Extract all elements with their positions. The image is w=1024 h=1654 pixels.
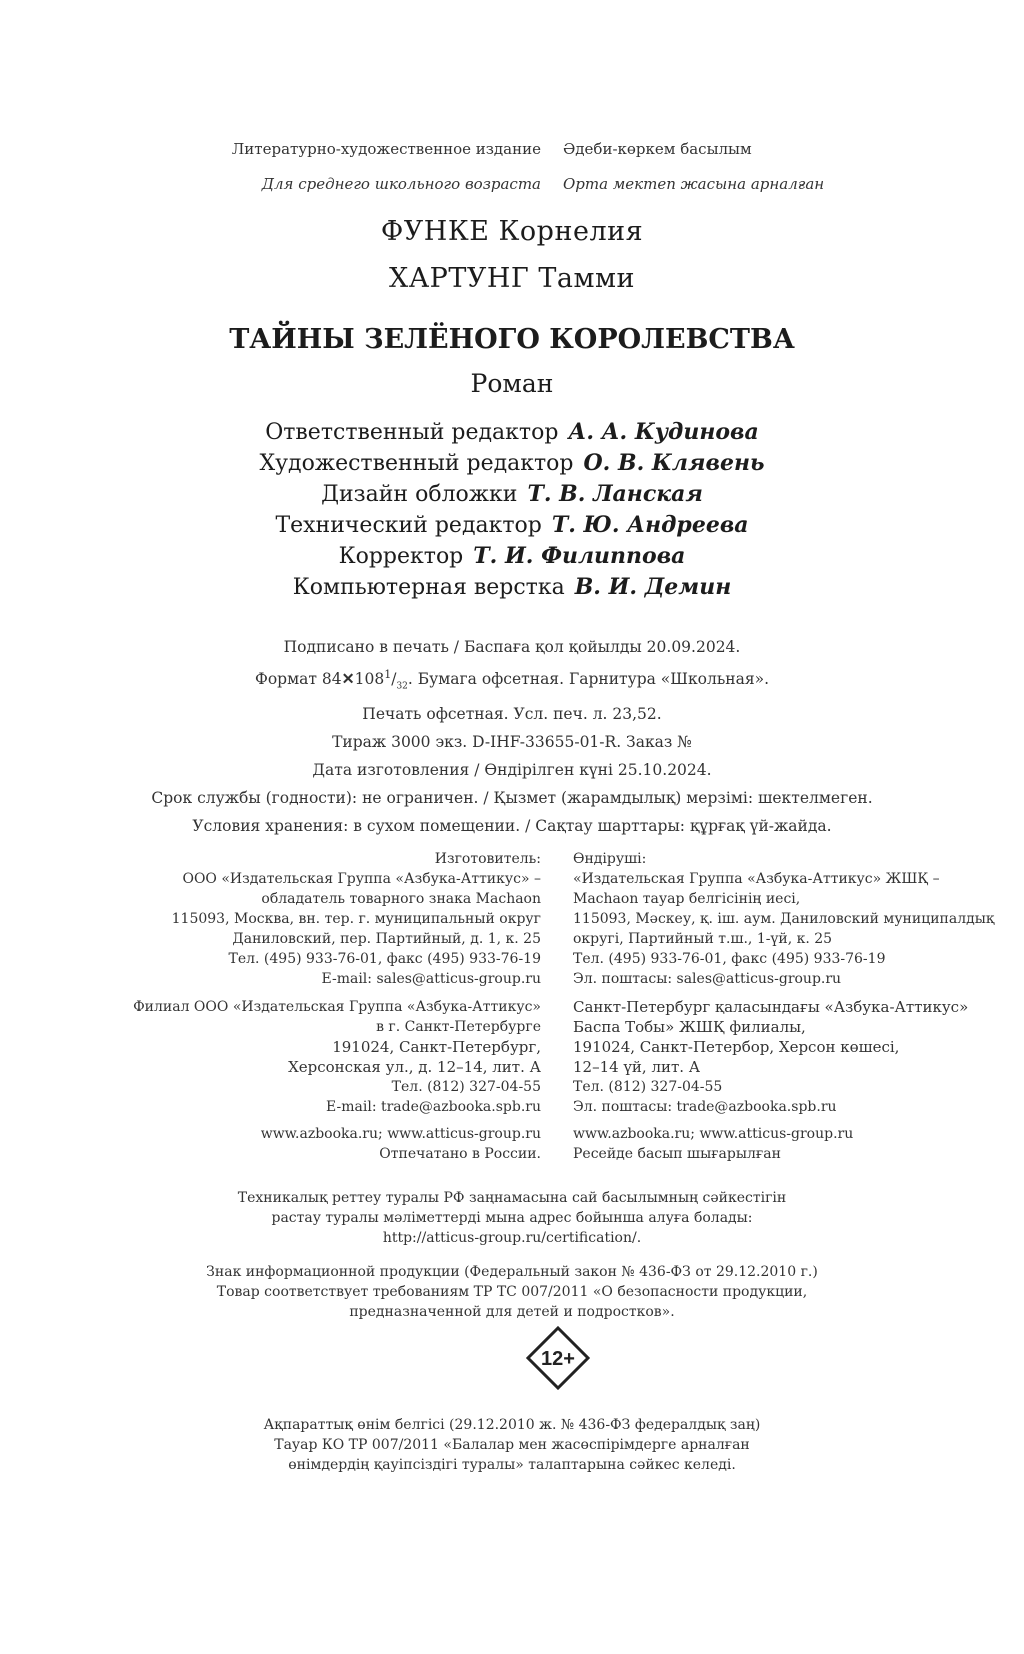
credit-name: Т. В. Ланская [527, 481, 703, 507]
credit-role: Корректор [338, 544, 464, 569]
age-rating-badge [526, 1326, 590, 1390]
author-1: ФУНКЕ Корнелия [380, 216, 644, 247]
diamond-badge-icon [526, 1326, 590, 1390]
info-sign-kk-block: Ақпараттық өнім белгісі (29.12.2010 ж. № 436-ФЗ федералдық заң) Тауар КО ТР 007/2011 «Балалар мен жасөспірімдерге арналған өнімдердің қауіпсіздігі туралы» талаптарына сәйкес келеді. [263, 1417, 761, 1473]
age-row [0, 175, 1024, 193]
website-link[interactable]: www.azbooka.ru; www.atticus-group.ru [260, 1126, 541, 1142]
imprint-made-date: Дата изготовления / Өндірілген күні 25.10.2024. [312, 761, 712, 780]
edition-type-kk: Әдеби-көркем басылым [563, 140, 752, 158]
credits-list [0, 417, 1024, 603]
manufacturer-ru: Изготовитель: ООО «Издательская Группа «Азбука-Аттикус» – обладатель товарного знака Machaon 115093, Москва, вн. тер. г. муниципальный округ Даниловский, пер. Партийный, д. 1, к. 25 Тел. (495) 933-76-01, факс (495) 933-76-19 E-mail: sales@atticus-group.ru [171, 851, 541, 987]
edition-row [0, 140, 1024, 158]
website-link[interactable]: www.azbooka.ru; www.atticus-group.ru [573, 1126, 854, 1142]
credit-role: Дизайн обложки [321, 482, 518, 507]
credit-line [0, 479, 1024, 510]
edition-type-ru: Литературно-художественное издание [231, 140, 541, 158]
sites-ru: www.azbooka.ru; www.atticus-group.ru Отпечатано в России. [0, 1124, 551, 1164]
credit-line [0, 510, 1024, 541]
imprint-storage: Условия хранения: в сухом помещении. / Сақтау шарттары: құрғақ үй-жайда. [192, 817, 832, 836]
imprint-signed: Подписано в печать / Баспаға қол қойылды 20.09.2024. [283, 638, 741, 656]
manufacturer-kk: Өндіруші: «Издательская Группа «Азбука-Аттикус» ЖШҚ – Machaon тауар белгісінің иесі, 115093, Мәскеу, қ. іш. аум. Даниловский муниципалдық округі, Партийный т.ш., 1-үй, к. 25 Тел. (495) 933-76-01, факс (495) 933-76-19 Эл. поштасы: sales@atticus-group.ru [573, 851, 995, 987]
branch-kk: Санкт-Петербург қаласындағы «Азбука-Аттикус» Баспа Тобы» ЖШҚ филиалы, 191024, Санкт-Петербор, Херсон көшесі, 12–14 үй, лит. А Тел. (812) 327-04-55 Эл. поштасы: trade@azbooka.spb.ru [573, 998, 969, 1115]
sites-kk: www.azbooka.ru; www.atticus-group.ru Ресейде басып шығарылған [573, 1126, 854, 1162]
age-rating-text: 12+ [541, 1348, 575, 1370]
age-group-kk: Орта мектеп жасына арналған [563, 175, 825, 193]
credit-name: Т. Ю. Андреева [551, 512, 749, 538]
imprint-run: Тираж 3000 экз. D-IHF-33655-01-R. Заказ № [332, 733, 692, 752]
credit-name: Т. И. Филиппова [473, 543, 686, 569]
credit-line [0, 448, 1024, 479]
credit-role: Технический редактор [275, 513, 542, 538]
imprint-format: Формат $84✕108^1/_{32}$. Бумага офсетная. Гарнитура «Школьная». [254, 668, 770, 692]
credit-name: О. В. Клявень [583, 450, 765, 476]
certification-link[interactable]: http://atticus-group.ru/certification/. [382, 1230, 642, 1246]
imprint-block [0, 633, 1024, 840]
imprint-print: Печать офсетная. Усл. печ. л. 23,52. [362, 705, 662, 724]
credit-line [0, 541, 1024, 572]
credit-line [0, 417, 1024, 448]
imprint-service-life: Срок службы (годности): не ограничен. / Қызмет (жарамдылық) мерзімі: шектелмеген. [151, 789, 873, 808]
info-sign-block: Знак информационной продукции (Федеральный закон № 436-ФЗ от 29.12.2010 г.) Товар соответствует требованиям ТР ТС 007/2011 «О безопасности продукции, предназначенной для детей и подростков». [206, 1264, 818, 1320]
age-group-ru: Для среднего школьного возраста [261, 175, 541, 193]
manufacturer-block [0, 849, 1024, 989]
book-genre: Роман [470, 369, 554, 398]
branch-block [0, 997, 1024, 1117]
credit-line [0, 572, 1024, 603]
branch-ru: Филиал ООО «Издательская Группа «Азбука-Аттикус» в г. Санкт-Петербурге 191024, Санкт-Петербург, Херсонская ул., д. 12–14, лит. А Тел. (812) 327-04-55 E-mail: trade@azbooka.spb.ru [133, 999, 541, 1115]
credit-role: Компьютерная верстка [292, 575, 565, 600]
times-sign: ✕ [341, 669, 355, 689]
certification-block: Техникалық реттеу туралы РФ заңнамасына сай басылымның сәйкестігін растау туралы мәліметтерді мына адрес бойынша алуға болады: http://atticus-group.ru/certification/. [0, 1188, 1024, 1248]
credit-name: А. А. Кудинова [568, 419, 759, 445]
author-2: ХАРТУНГ Тамми [389, 263, 635, 294]
credit-role: Ответственный редактор [265, 420, 559, 445]
sites-block [0, 1124, 1024, 1164]
book-title: ТАЙНЫ ЗЕЛЁНОГО КОРОЛЕВСТВА [229, 324, 795, 355]
credit-role: Художественный редактор [259, 451, 574, 476]
credit-name: В. И. Демин [574, 574, 732, 600]
